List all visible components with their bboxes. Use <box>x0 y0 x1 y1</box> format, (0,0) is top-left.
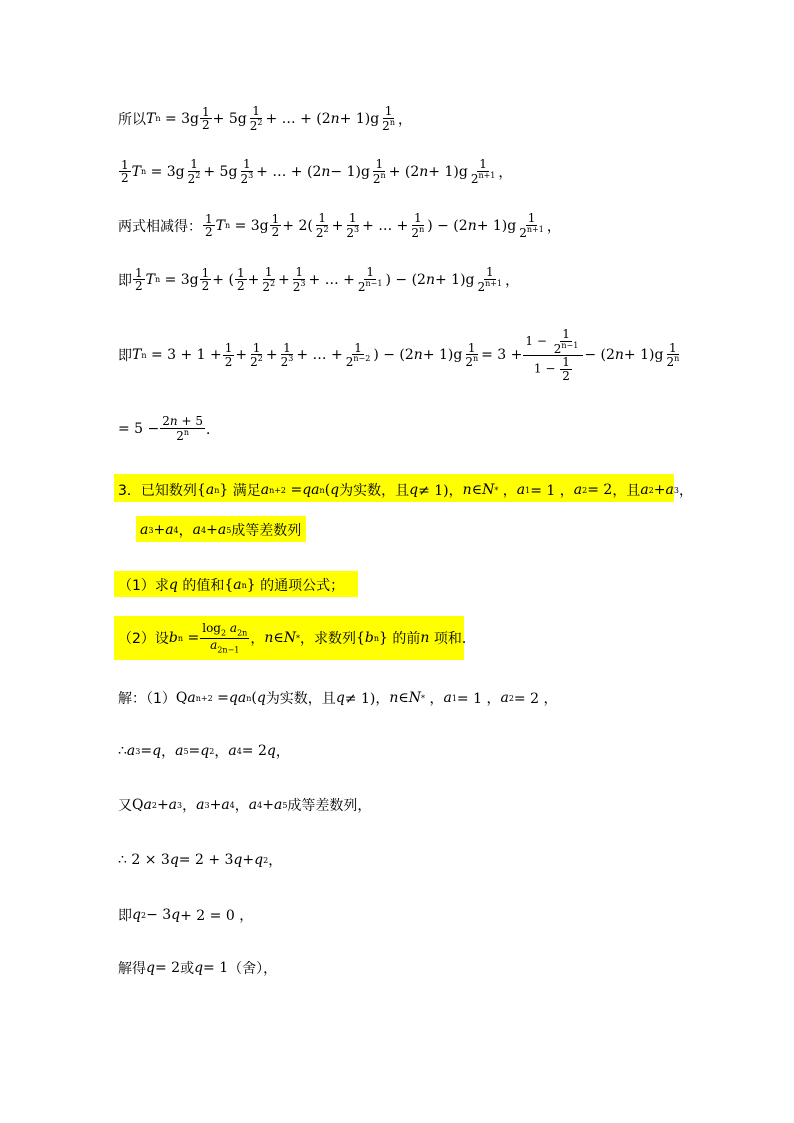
solution-line-6: 解得 q = 2 或 q = 1 （舍）， <box>118 960 278 977</box>
problem-3-statement: 3．已知数列 { a n } 满足 a n+2 = qa n ( q 为实数，且 q ≠ 1)， n ∈ N * ， a 1 = 1 ， a 2 = 2 ，且 a 2 + a 3 ， <box>118 482 693 499</box>
part-1: （1）求 q 的值和 { a n } 的通项公式； <box>118 577 345 594</box>
simplify-line: 即 $\frac{1}{2}$ T n = 3g $\frac{1}{2}$ + ( $\frac{1}{2}$ + $\frac{1}{2^2}$ + $\frac{1}{2^3}$ + … + $\frac{1}{2^{n-1}}$ ) − (2 n + 1)g $\frac{1}{2^{n+1}}$ ， <box>118 265 520 294</box>
solution-line-5: 即 q 2 − 3 q + 2 = 0 ， <box>118 907 254 924</box>
solution-line-4: ∴ 2 × 3 q = 2 + 3 q + q 2 ， <box>118 852 283 869</box>
final-result-line: = 5 − $\frac{2n + 5}{2^n}$ ． <box>118 414 220 443</box>
part-2: （2）设 b n = $\frac{\log_2 a_{2n}}{a_{2n-1}}$ ， n ∈ N * ，求数列 { b n } 的前 n 项和． <box>118 621 476 655</box>
subtraction-line: 两式相减得： $\frac{1}{2}$ T n = 3g $\frac{1}{2}$ + 2( $\frac{1}{2^2}$ + $\frac{1}{2^3}$ + … + $\frac{1}{2^n}$ ) − (2 n + 1)g $\frac{1}{2^{n+1}}$ ， <box>118 211 561 240</box>
half-sum-line: $\frac{1}{2}$ T n = 3g $\frac{1}{2^2}$ + 5g $\frac{1}{2^3}$ + … + (2 n − 1)g $\frac{1}{2^n}$ + (2 n + 1)g $\frac{1}{2^{n+1}}$ ， <box>121 157 513 186</box>
solution-line-3: 又 Q a 2 + a 3 ， a 3 + a 4 ， a 4 + a 5 成等差数列， <box>118 797 372 814</box>
geometric-sum-line: 即 T n = 3 + 1 + $\frac{1}{2}$ + $\frac{1}{2^2}$ + $\frac{1}{2^3}$ + … + $\frac{1}{2^{n-2}}$ ) − (2 n + 1)g $\frac{1}{2^n}$ = 3 + 1 − $\frac{1}{2^{n-1}}$ 1 − $\frac{1}{2}$ − (2 n + 1)g $\frac{1}{2^n}$ <box>118 327 680 383</box>
solution-line-1: 解：（1） Q a n+2 = qa n ( q 为实数，且 q ≠ 1)， n ∈ N * ， a 1 = 1 ， a 2 = 2 ， <box>118 690 558 707</box>
line-prefix: 所以 <box>118 111 146 128</box>
solution-line-2: ∴ a 3 = q ， a 5 = q 2 ， a 4 = 2 q ， <box>118 743 290 760</box>
sum-expression-line: 所以 T n = 3g $\frac{1}{2}$ + 5g $\frac{1}{2^2}$ + … + (2 n + 1)g $\frac{1}{2^n}$ ， <box>118 104 412 133</box>
